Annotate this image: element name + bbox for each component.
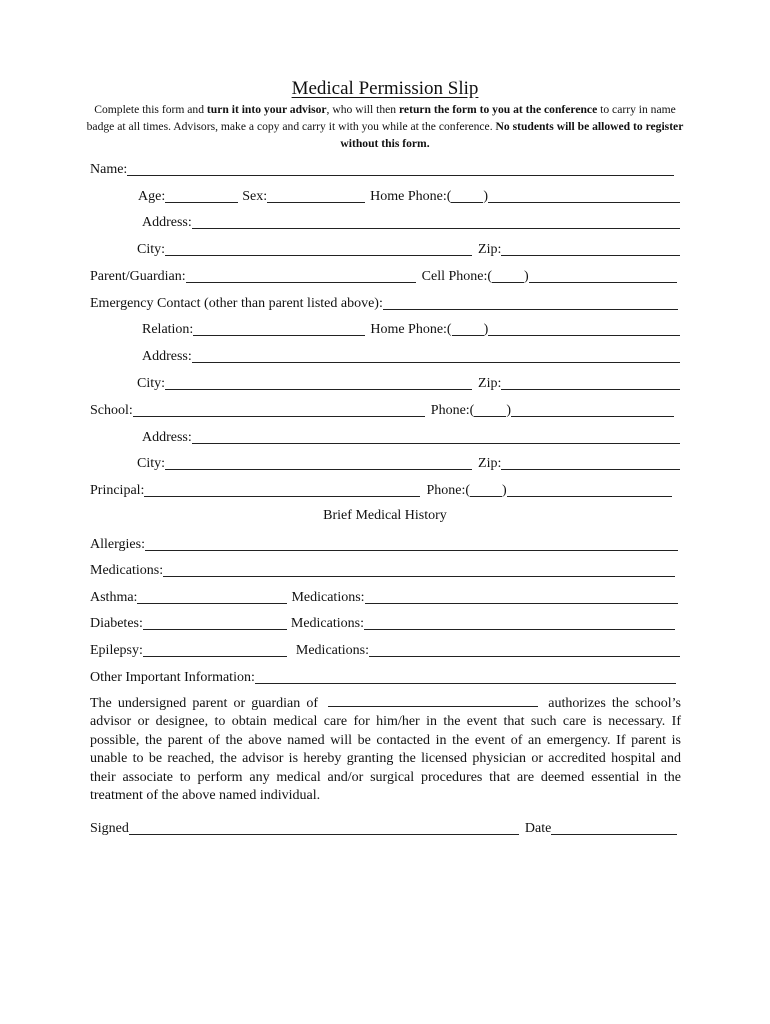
medications-row xyxy=(90,561,675,579)
school-row xyxy=(90,401,674,419)
school-address-label: Address: xyxy=(142,430,192,445)
date-field[interactable] xyxy=(551,820,677,835)
consent-paragraph xyxy=(90,694,681,805)
principal-field[interactable] xyxy=(144,482,420,497)
close-paren: ) xyxy=(502,483,507,498)
relation-field[interactable] xyxy=(193,321,365,336)
intro-bold-1: turn it into your advisor xyxy=(206,103,327,116)
diabetes-medications-field[interactable] xyxy=(364,615,675,630)
zip-field[interactable] xyxy=(501,241,680,256)
school-field[interactable] xyxy=(133,402,425,417)
parent-guardian-label: Parent/Guardian: xyxy=(90,269,186,284)
school-label: School: xyxy=(90,403,133,418)
emergency-city-field[interactable] xyxy=(165,375,472,390)
consent-text-after: authorizes the school’s advisor or designee, to obtain medical care for him/her in the event that such care is necessary. If possible, the parent of the above named will be contacted in the event of an emergency. If parent is unable to be reached, the advisor is hereby granting the licensed physician or accredited hospital and their associate to perform any medical and/or surgical procedures that are deemed essential in the treatment of the above named individual. xyxy=(90,696,681,804)
intro-part-3: to carry in name badge at all times. Advisors, make a copy and carry it with you while at the conference. xyxy=(86,103,676,133)
signature-row xyxy=(90,819,677,837)
emergency-city-zip-row xyxy=(137,374,680,392)
principal-row xyxy=(90,481,672,499)
epilepsy-medications-label: Medications: xyxy=(295,643,369,658)
age-field[interactable] xyxy=(165,188,238,203)
epilepsy-row xyxy=(90,641,680,659)
school-city-zip-row xyxy=(137,454,680,472)
school-city-field[interactable] xyxy=(165,455,472,470)
student-name-blank[interactable] xyxy=(328,694,538,707)
school-phone-field[interactable] xyxy=(511,402,674,417)
diabetes-label: Diabetes: xyxy=(90,616,143,631)
intro-bold-3: No students will be allowed to register without this form. xyxy=(340,120,684,150)
other-info-field[interactable] xyxy=(255,669,676,684)
diabetes-row xyxy=(90,614,675,632)
home-phone-field[interactable] xyxy=(488,188,680,203)
cell-phone-area-code-field[interactable] xyxy=(492,268,524,283)
emergency-zip-label: Zip: xyxy=(478,376,502,391)
medications-label: Medications: xyxy=(90,563,164,578)
address-label: Address: xyxy=(142,215,192,230)
diabetes-field[interactable] xyxy=(143,615,287,630)
emergency-home-phone-label: Home Phone:( xyxy=(370,322,452,337)
emergency-contact-label: Emergency Contact (other than parent listed above): xyxy=(90,296,383,311)
other-info-label: Other Important Information: xyxy=(90,670,255,685)
cell-phone-field[interactable] xyxy=(529,268,677,283)
principal-phone-label: Phone:( xyxy=(426,483,470,498)
epilepsy-label: Epilepsy: xyxy=(90,643,143,658)
medical-history-heading: Brief Medical History xyxy=(323,508,447,523)
close-paren: ) xyxy=(524,269,529,284)
name-row xyxy=(90,160,674,178)
school-address-row xyxy=(142,428,680,446)
school-zip-label: Zip: xyxy=(478,456,502,471)
other-info-row xyxy=(90,668,676,686)
page-title: Medical Permission Slip xyxy=(291,78,479,99)
age-label: Age: xyxy=(138,189,166,204)
signed-label: Signed xyxy=(90,821,129,836)
epilepsy-medications-field[interactable] xyxy=(369,642,680,657)
consent-text-before: The undersigned parent or guardian of xyxy=(90,696,325,711)
asthma-medications-field[interactable] xyxy=(365,589,678,604)
relation-phone-row xyxy=(142,320,680,338)
school-city-label: City: xyxy=(137,456,166,471)
city-label: City: xyxy=(137,242,166,257)
close-paren: ) xyxy=(483,322,489,337)
address-row xyxy=(142,213,680,231)
emergency-address-label: Address: xyxy=(142,349,192,364)
principal-phone-area-code-field[interactable] xyxy=(470,482,502,497)
age-sex-phone-row xyxy=(138,187,680,205)
parent-guardian-row xyxy=(90,267,677,285)
intro-part-1: Complete this form and xyxy=(94,103,207,116)
city-field[interactable] xyxy=(165,241,472,256)
sex-field[interactable] xyxy=(267,188,365,203)
city-zip-row xyxy=(137,240,680,258)
close-paren: ) xyxy=(506,403,512,418)
cell-phone-label: Cell Phone:( xyxy=(421,269,493,284)
medications-field[interactable] xyxy=(163,562,675,577)
asthma-row xyxy=(90,588,678,606)
date-label: Date xyxy=(524,821,552,836)
name-field[interactable] xyxy=(127,161,674,176)
school-zip-field[interactable] xyxy=(501,455,680,470)
diabetes-medications-label: Medications: xyxy=(290,616,364,631)
asthma-label: Asthma: xyxy=(90,590,138,605)
intro-bold-2: return the form to you at the conference xyxy=(399,103,598,116)
parent-guardian-field[interactable] xyxy=(186,268,416,283)
close-paren: ) xyxy=(483,189,489,204)
emergency-zip-field[interactable] xyxy=(501,375,680,390)
emergency-phone-area-code-field[interactable] xyxy=(452,321,484,336)
school-phone-area-code-field[interactable] xyxy=(474,402,506,417)
emergency-city-label: City: xyxy=(137,376,166,391)
principal-phone-field[interactable] xyxy=(507,482,672,497)
emergency-contact-row xyxy=(90,294,678,312)
signature-field[interactable] xyxy=(129,820,519,835)
principal-label: Principal: xyxy=(90,483,145,498)
zip-label: Zip: xyxy=(478,242,502,257)
sex-label: Sex: xyxy=(242,189,268,204)
allergies-label: Allergies: xyxy=(90,537,145,552)
epilepsy-field[interactable] xyxy=(143,642,287,657)
asthma-field[interactable] xyxy=(137,589,287,604)
emergency-address-row xyxy=(142,347,680,365)
emergency-home-phone-field[interactable] xyxy=(488,321,680,336)
emergency-contact-field[interactable] xyxy=(383,295,678,310)
allergies-row xyxy=(90,535,678,553)
intro-text xyxy=(86,101,684,152)
school-phone-label: Phone:( xyxy=(430,403,475,418)
home-phone-label: Home Phone:( xyxy=(370,189,452,204)
asthma-medications-label: Medications: xyxy=(291,590,365,605)
intro-part-2: , who will then xyxy=(326,103,399,116)
school-address-field[interactable] xyxy=(192,429,680,444)
home-phone-area-code-field[interactable] xyxy=(451,188,483,203)
address-field[interactable] xyxy=(192,214,680,229)
name-label: Name: xyxy=(90,162,128,177)
emergency-address-field[interactable] xyxy=(192,348,680,363)
relation-label: Relation: xyxy=(142,322,194,337)
allergies-field[interactable] xyxy=(145,536,678,551)
